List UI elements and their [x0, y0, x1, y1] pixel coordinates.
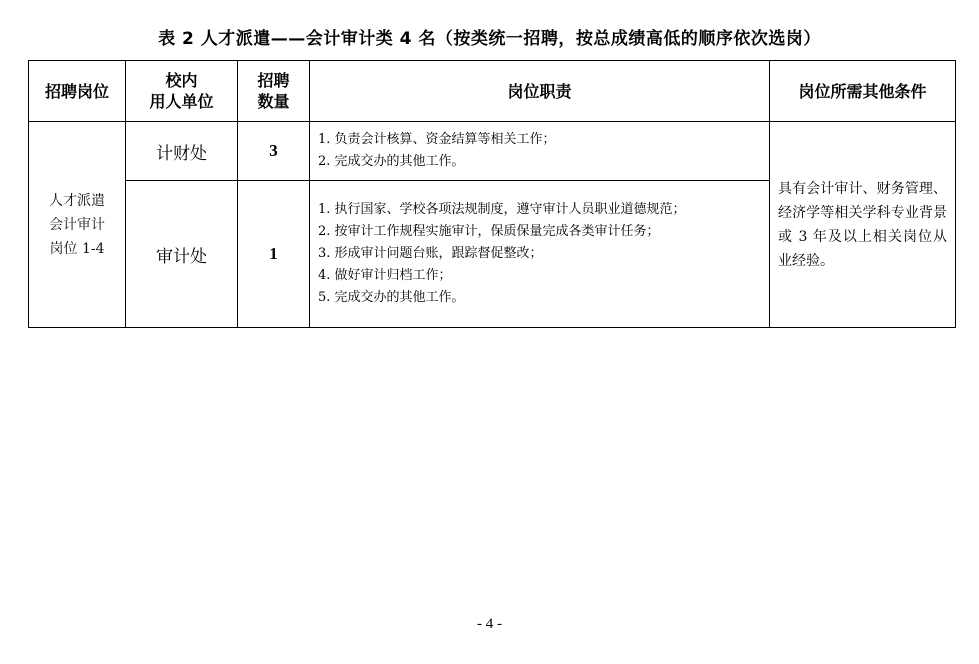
list-item: 1. 负责会计核算、资金结算等相关工作；: [318, 132, 556, 147]
header-conditions: 岗位所需其他条件: [770, 61, 956, 122]
table-title: 表 2 人才派遣——会计审计类 4 名（按类统一招聘，按总成绩高低的顺序依次选岗）: [158, 29, 821, 49]
count-cell: 1: [238, 181, 310, 328]
recruitment-table: [28, 60, 956, 328]
duties-cell: [310, 181, 770, 328]
list-item: 2. 完成交办的其他工作。: [318, 154, 465, 169]
list-item: 4. 做好审计归档工作；: [318, 268, 452, 283]
duties-list: [318, 129, 761, 173]
list-item: 1. 执行国家、学校各项法规制度，遵守审计人员职业道德规范；: [318, 202, 686, 217]
header-post: 招聘岗位: [29, 61, 126, 122]
unit-cell: 计财处: [126, 122, 238, 181]
table-row: [29, 122, 956, 181]
page-number: - 4 -: [477, 616, 502, 632]
list-item: 2. 按审计工作规程实施审计，保质保量完成各类审计任务；: [318, 224, 660, 239]
list-item: 3. 形成审计问题台账，跟踪督促整改；: [318, 246, 543, 261]
post-name-cell: 人才派遣 会计审计 岗位 1-4: [29, 122, 126, 328]
conditions-cell: 具有会计审计、财务管理、经济学等相关学科专业背景或 3 年及以上相关岗位从业经验。: [770, 122, 956, 328]
unit-cell: 审计处: [126, 181, 238, 328]
header-unit: 校内 用人单位: [126, 61, 238, 122]
list-item: 5. 完成交办的其他工作。: [318, 290, 465, 305]
duties-cell: [310, 122, 770, 181]
header-duties: 岗位职责: [310, 61, 770, 122]
header-count: 招聘 数量: [238, 61, 310, 122]
header-row: [29, 61, 956, 122]
duties-list: [318, 199, 761, 309]
count-cell: 3: [238, 122, 310, 181]
